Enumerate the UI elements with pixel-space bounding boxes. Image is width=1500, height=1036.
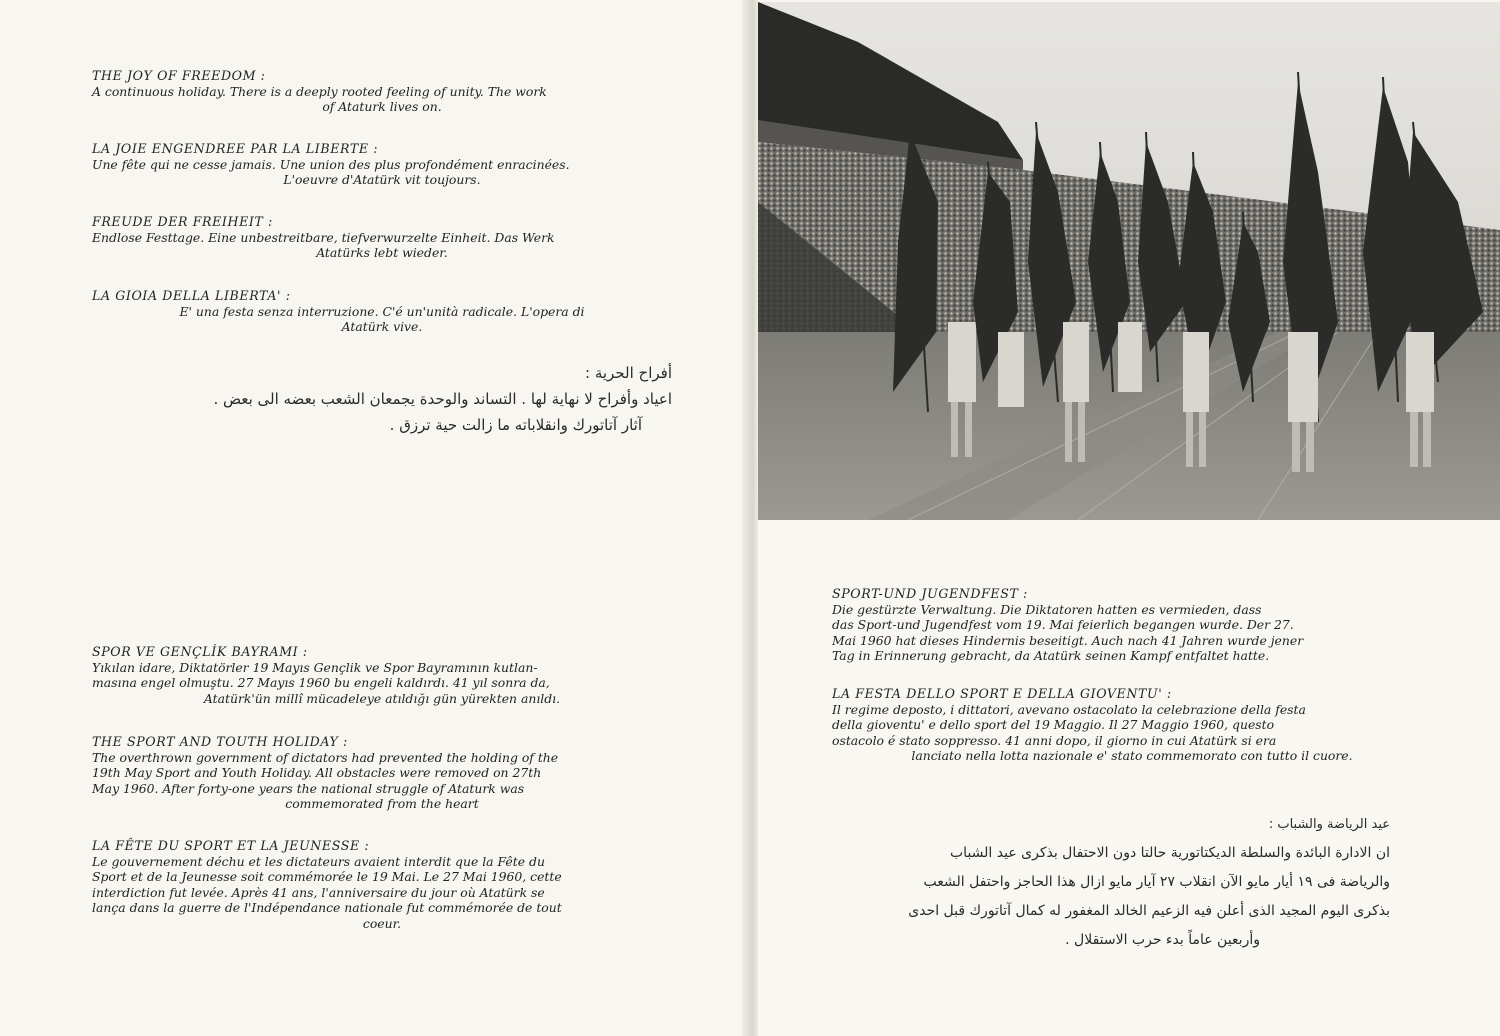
arabic-line: وأربعين عاماً بدء حرب الاستقلال . bbox=[1065, 932, 1260, 948]
arabic-line: آثار آتاتورك وانقلاباته ما زالت حية ترزق . bbox=[389, 416, 642, 434]
section-freude bbox=[92, 214, 672, 261]
stadium-parade-photo bbox=[758, 2, 1500, 520]
section-line: A continuous holiday. There is a deeply rooted feeling of unity. The work bbox=[92, 83, 547, 99]
section-joy-of-freedom bbox=[92, 68, 672, 115]
left-page bbox=[0, 0, 742, 1036]
section-line: Le gouvernement déchu et les dictateurs avaient interdit que la Fête du bbox=[92, 853, 545, 869]
section-line: E' una festa senza interruzione. C'é un'unità radicale. L'opera di bbox=[179, 303, 585, 319]
section-line: Endlose Festtage. Eine unbestreitbare, tiefverwurzelte Einheit. Das Werk bbox=[92, 229, 555, 245]
book-gutter bbox=[742, 0, 758, 1036]
section-sport-und-jugendfest bbox=[832, 586, 1432, 664]
section-line: May 1960. After forty-one years the national struggle of Ataturk was bbox=[92, 780, 525, 796]
section-line: Atatürk'ün millî mücadeleye atıldığı gün yürekten anıldı. bbox=[203, 690, 561, 706]
section-line: Mai 1960 hat dieses Hindernis beseitigt. Auch nach 41 Jahren wurde jener bbox=[832, 632, 1304, 648]
section-line: das Sport-und Jugendfest vom 19. Mai feierlich begangen wurde. Der 27. bbox=[832, 617, 1294, 633]
section-line: commemorated from the heart bbox=[285, 796, 479, 812]
section-heading: THE SPORT AND TOUTH HOLIDAY : bbox=[92, 734, 348, 749]
section-line: della gioventu' e dello sport del 19 Maggio. Il 27 Maggio 1960, questo bbox=[832, 717, 1275, 733]
section-line: lanciato nella lotta nazionale e' stato commemorato con tutto il cuore. bbox=[911, 748, 1353, 764]
section-line: L'oeuvre d'Atatürk vit toujours. bbox=[283, 172, 481, 188]
arabic-section-sport-youth bbox=[830, 810, 1390, 955]
section-heading: LA GIOIA DELLA LIBERTA' : bbox=[92, 288, 291, 303]
section-line: interdiction fut levée. Après 41 ans, l'anniversaire du jour où Atatürk se bbox=[92, 884, 545, 900]
arabic-line: بذكرى اليوم المجيد الذى أعلن فيه الزعيم الخالد المغفور له كمال آتاتورك قبل احدى bbox=[908, 903, 1390, 919]
arabic-line: اعياد وأفراح لا نهاية لها . التساند والوحدة يجمعان الشعب بعضه الى بعض . bbox=[213, 390, 672, 408]
section-line: Tag in Erinnerung gebracht, da Atatürk seinen Kampf entfaltet hatte. bbox=[832, 648, 1270, 664]
section-line: Atatürks lebt wieder. bbox=[316, 245, 448, 261]
section-line: coeur. bbox=[362, 915, 402, 931]
section-heading: LA FESTA DELLO SPORT E DELLA GIOVENTU' : bbox=[832, 686, 1172, 701]
arabic-heading: عيد الرياضة والشباب : bbox=[1268, 817, 1390, 832]
parade-illustration bbox=[758, 2, 1500, 520]
section-heading: FREUDE DER FREIHEIT : bbox=[92, 214, 273, 229]
arabic-line: ان الادارة البائدة والسلطة الديكتاتورية حالتا دون الاحتفال بذكرى عيد الشباب bbox=[950, 845, 1390, 861]
section-la-gioia bbox=[92, 288, 672, 335]
section-line: Yıkılan idare, Diktatörler 19 Mayıs Gençlik ve Spor Bayramının kutlan- bbox=[92, 659, 538, 675]
section-line: of Ataturk lives on. bbox=[322, 99, 442, 115]
section-line: Die gestürzte Verwaltung. Die Diktatoren hatten es vermieden, dass bbox=[832, 601, 1262, 617]
section-fete-du-sport bbox=[92, 838, 672, 932]
section-line: The overthrown government of dictators had prevented the holding of the bbox=[92, 749, 559, 765]
section-line: ostacolo é stato soppresso. 41 anni dopo, il giorno in cui Atatürk si era bbox=[832, 732, 1277, 748]
section-line: masına engel olmuştu. 27 Mayıs 1960 bu engeli kaldırdı. 41 yıl sonra da, bbox=[92, 675, 550, 691]
section-la-joie bbox=[92, 141, 672, 188]
arabic-heading: أفراح الحرية : bbox=[585, 364, 672, 382]
section-heading: THE JOY OF FREEDOM : bbox=[92, 68, 266, 83]
section-sport-youth-holiday bbox=[92, 734, 672, 812]
arabic-section-freedom bbox=[72, 360, 672, 438]
section-line: Sport et de la Jeunesse soit commémorée le 19 Mai. Le 27 Mai 1960, cette bbox=[92, 869, 562, 885]
section-heading: LA JOIE ENGENDREE PAR LA LIBERTE : bbox=[92, 141, 379, 156]
section-heading: LA FÊTE DU SPORT ET LA JEUNESSE : bbox=[92, 838, 370, 853]
section-heading: SPORT-UND JUGENDFEST : bbox=[832, 586, 1028, 601]
section-spor-genclik bbox=[92, 644, 672, 706]
section-festa-dello-sport bbox=[832, 686, 1432, 764]
section-line: Une fête qui ne cesse jamais. Une union des plus profondément enracinées. bbox=[92, 156, 570, 172]
section-line: Il regime deposto, i dittatori, avevano ostacolato la celebrazione della festa bbox=[832, 701, 1306, 717]
section-line: Atatürk vive. bbox=[341, 319, 423, 335]
right-page bbox=[758, 0, 1500, 1036]
section-line: 19th May Sport and Youth Holiday. All obstacles were removed on 27th bbox=[92, 765, 542, 781]
section-heading: SPOR VE GENÇLİK BAYRAMI : bbox=[92, 644, 308, 659]
section-line: lança dans la guerre de l'Indépendance nationale fut commémorée de tout bbox=[92, 900, 562, 916]
arabic-line: والرياضة فى ١٩ أيار مايو الآن انقلاب ٢٧ آيار مايو ازال هذا الحاجز واحتفل الشعب bbox=[923, 874, 1390, 890]
